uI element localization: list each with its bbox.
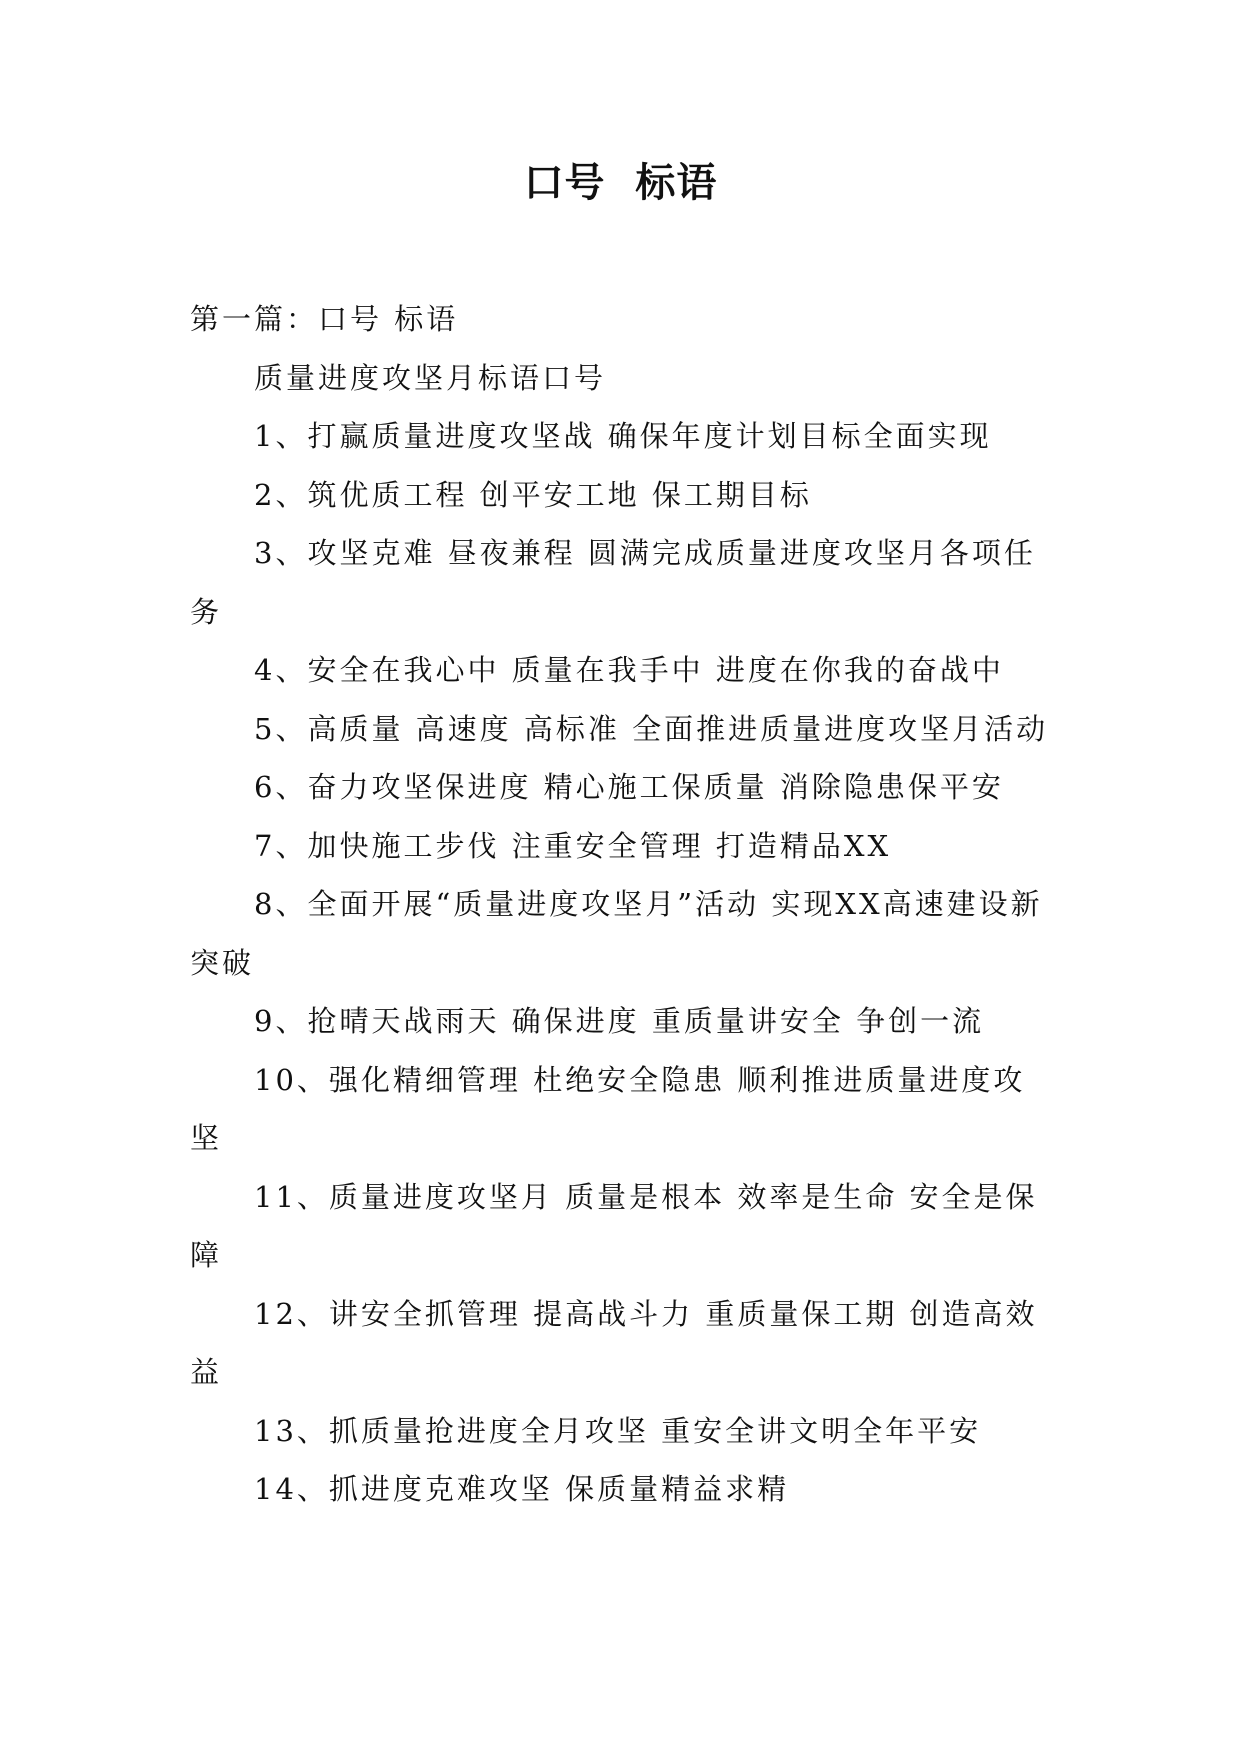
slogan-item-3: 3、攻坚克难 昼夜兼程 圆满完成质量进度攻坚月各项任务 [190, 536, 1036, 629]
slogan-item-5: 5、高质量 高速度 高标准 全面推进质量进度攻坚月活动 [254, 711, 1049, 746]
slogan-item-8: 8、全面开展“质量进度攻坚月”活动 实现XX高速建设新突破 [190, 887, 1043, 980]
page-title: 口号 标语 [523, 160, 718, 206]
section-subtitle: 质量进度攻坚月标语口号 [254, 360, 607, 395]
slogan-item-1: 1、打赢质量进度攻坚战 确保年度计划目标全面实现 [254, 419, 992, 453]
slogan-item-9: 9、抢晴天战雨天 确保进度 重质量讲安全 争创一流 [254, 1004, 985, 1038]
slogan-item-11: 11、质量进度攻坚月 质量是根本 效率是生命 安全是保障 [190, 1179, 1038, 1272]
slogan-item-14: 14、抓进度克难攻坚 保质量精益求精 [254, 1472, 790, 1506]
document-body [190, 290, 1052, 1519]
slogan-item-10: 10、强化精细管理 杜绝安全隐患 顺利推进质量进度攻坚 [190, 1062, 1026, 1155]
slogan-item-6: 6、奋力攻坚保进度 精心施工保质量 消除隐患保平安 [254, 770, 1004, 804]
slogan-item-4: 4、安全在我心中 质量在我手中 进度在你我的奋战中 [254, 653, 1004, 687]
slogan-item-7: 7、加快施工步伐 注重安全管理 打造精品XX [254, 828, 892, 863]
slogan-item-13: 13、抓质量抢进度全月攻坚 重安全讲文明全年平安 [254, 1413, 982, 1448]
slogan-item-12: 12、讲安全抓管理 提高战斗力 重质量保工期 创造高效益 [190, 1296, 1038, 1389]
chapter-heading: 第一篇：口号 标语 [190, 302, 459, 336]
slogan-item-2: 2、筑优质工程 创平安工地 保工期目标 [254, 477, 812, 512]
